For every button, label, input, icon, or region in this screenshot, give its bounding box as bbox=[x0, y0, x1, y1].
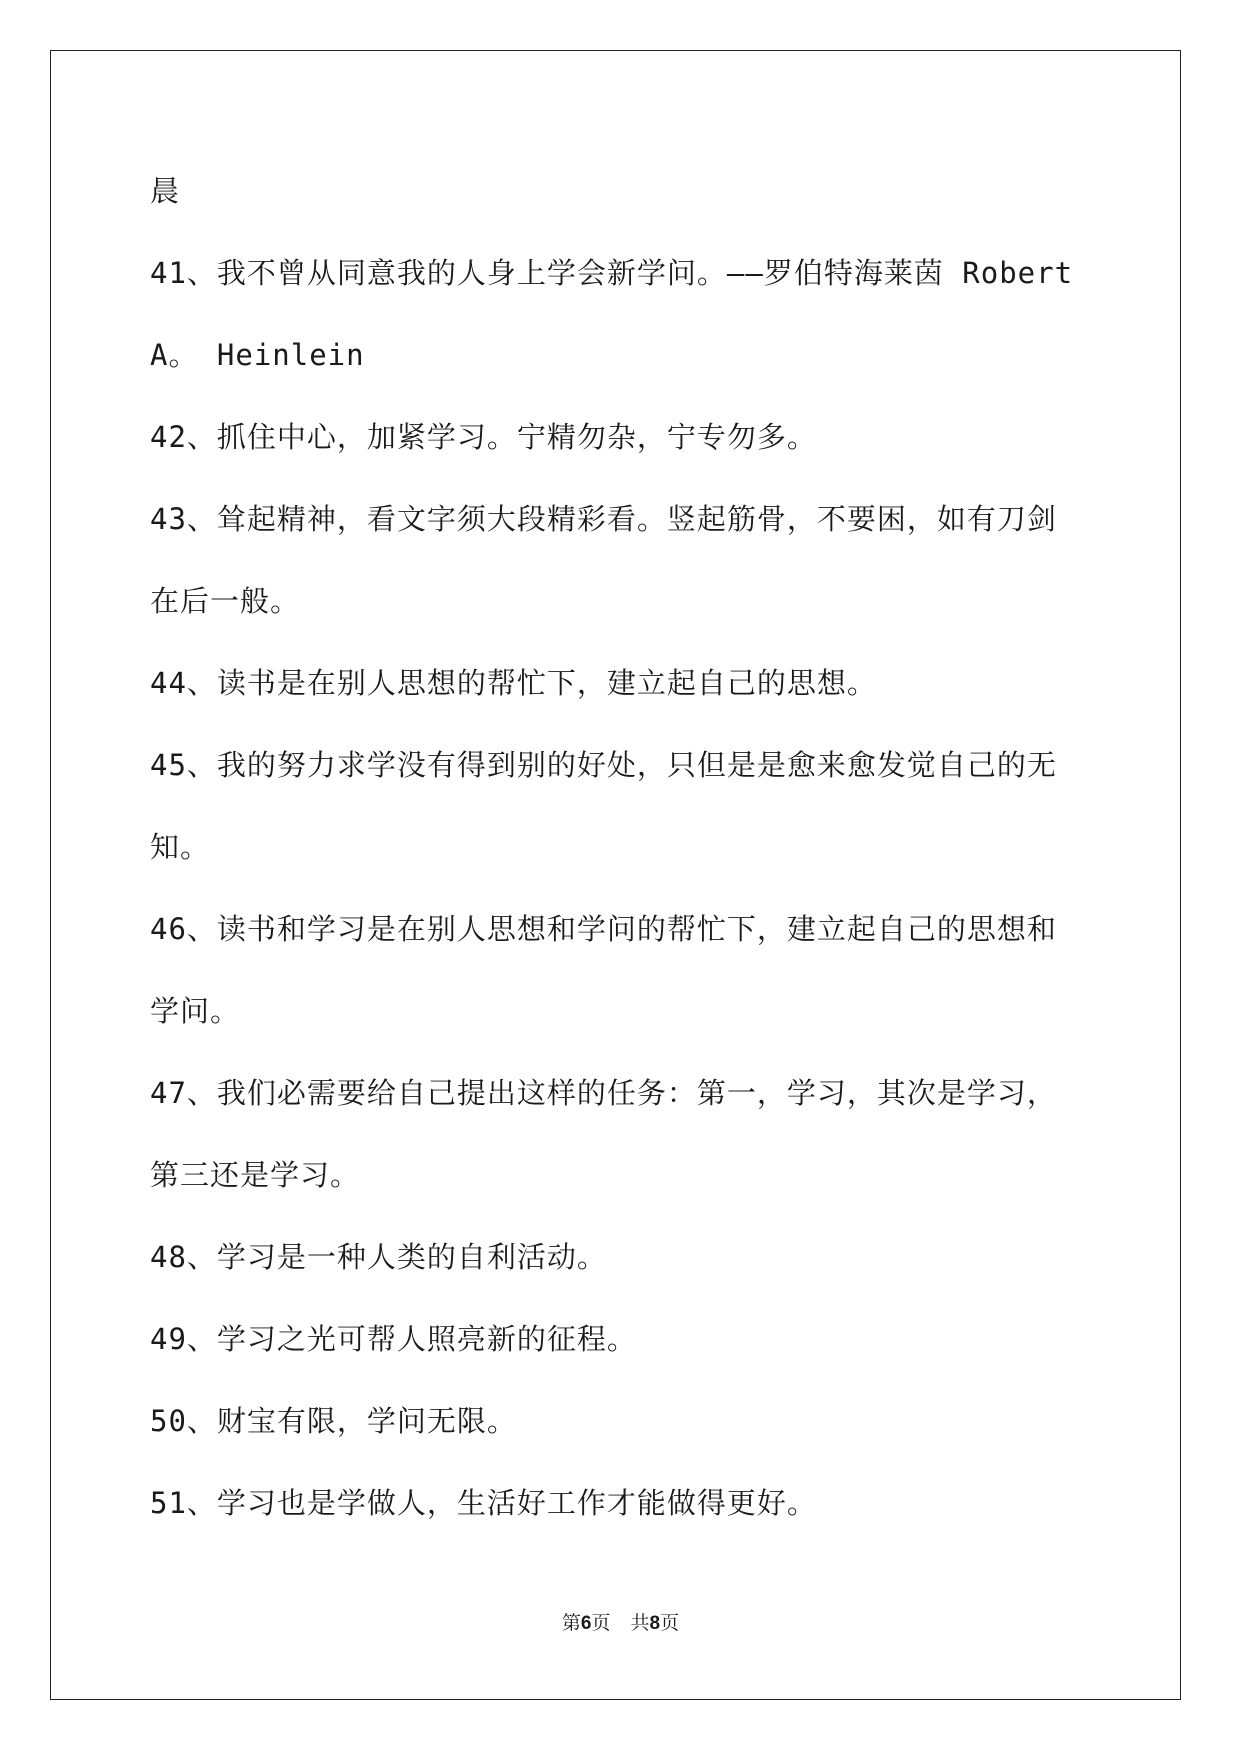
text-line: 47、我们必需要给自己提出这样的任务：第一，学习，其次是学习， bbox=[150, 1076, 1057, 1110]
text-line: 在后一般。 bbox=[150, 584, 301, 618]
text-line: 50、财宝有限，学问无限。 bbox=[150, 1404, 517, 1438]
footer-prefix: 第 bbox=[561, 1612, 581, 1634]
document-body bbox=[150, 150, 1100, 1544]
page-footer bbox=[0, 1608, 1241, 1635]
text-line: 51、学习也是学做人，生活好工作才能做得更好。 bbox=[150, 1486, 817, 1520]
text-line: 48、学习是一种人类的自利活动。 bbox=[150, 1240, 607, 1274]
current-page-number: 6 bbox=[580, 1613, 592, 1634]
text-line: 第三还是学习。 bbox=[150, 1158, 361, 1192]
text-line: 45、我的努力求学没有得到别的好处，只但是是愈来愈发觉自己的无 bbox=[150, 748, 1057, 782]
total-page-number: 8 bbox=[649, 1613, 661, 1634]
text-line: 49、学习之光可帮人照亮新的征程。 bbox=[150, 1322, 637, 1356]
text-line: 41、我不曾从同意我的人身上学会新学问。——罗伯特海莱茵 Robert bbox=[150, 256, 1074, 290]
text-line: 知。 bbox=[150, 830, 211, 864]
text-line: 44、读书是在别人思想的帮忙下，建立起自己的思想。 bbox=[150, 666, 877, 700]
text-line: 43、耸起精神，看文字须大段精彩看。竖起筋骨，不要困，如有刀剑 bbox=[150, 502, 1057, 536]
text-line: 学问。 bbox=[150, 994, 241, 1028]
text-line: 46、读书和学习是在别人思想和学问的帮忙下，建立起自己的思想和 bbox=[150, 912, 1057, 946]
text-line: 晨 bbox=[150, 174, 181, 208]
footer-total-prefix: 共 bbox=[630, 1612, 650, 1634]
text-line: 42、抓住中心，加紧学习。宁精勿杂，宁专勿多。 bbox=[150, 420, 817, 454]
text-line: A。 Heinlein bbox=[150, 338, 365, 372]
footer-page-suffix: 页 bbox=[591, 1612, 611, 1634]
footer-total-suffix: 页 bbox=[660, 1612, 680, 1634]
